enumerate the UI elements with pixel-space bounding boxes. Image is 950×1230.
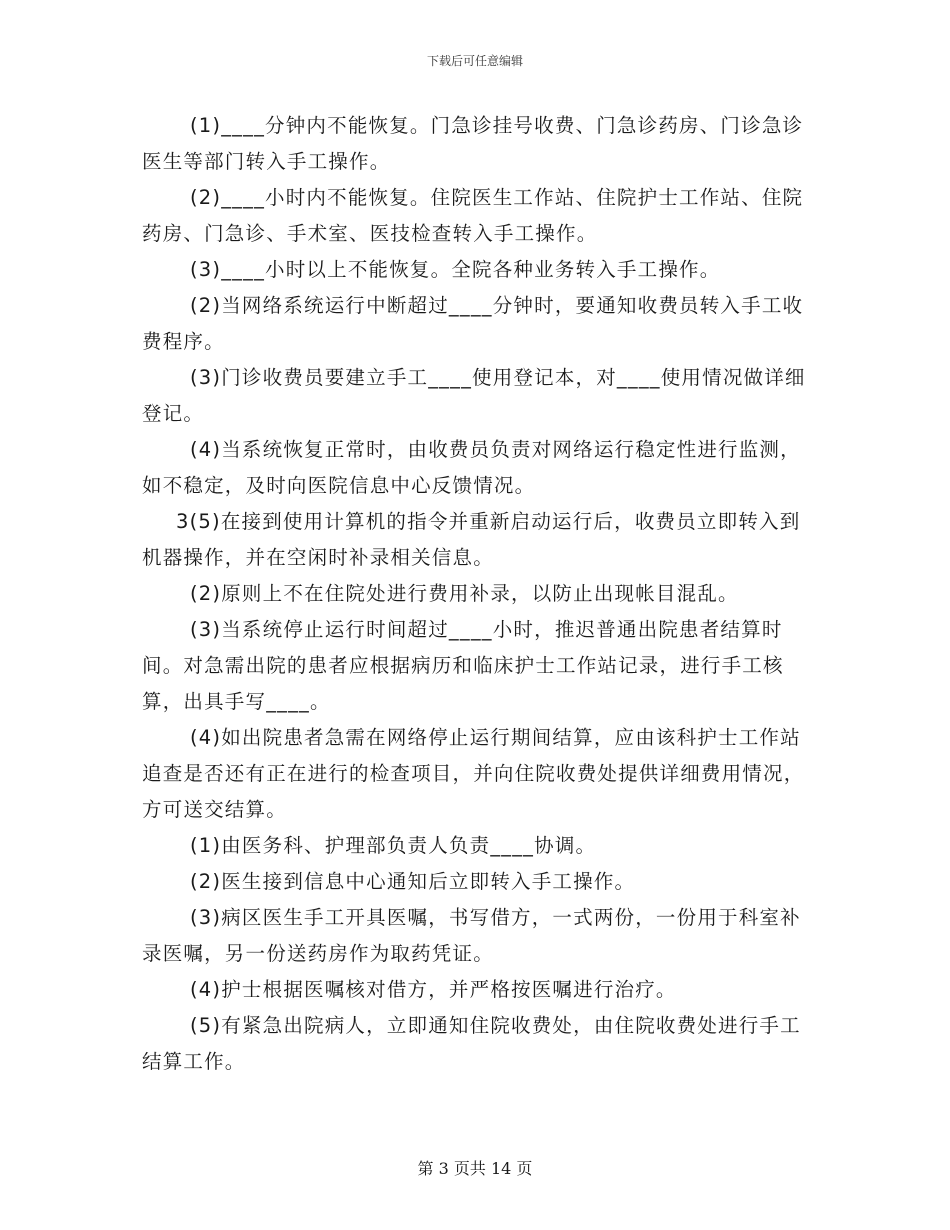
paragraph: (2)医生接到信息中心通知后立即转入手工操作。 [190,870,636,893]
paragraph: (2)当网络系统运行中断超过____分钟时，要通知收费员转入手工收费程序。 [142,294,804,353]
paragraph: (3)____小时以上不能恢复。全院各种业务转入手工操作。 [190,258,721,281]
paragraph: (4)当系统恢复正常时，由收费员负责对网络运行稳定性进行监测，如不稳定，及时向医院信息中心反馈情况。 [142,438,801,497]
paragraph: (4)护士根据医嘱核对借方，并严格按医嘱进行治疗。 [190,978,677,1001]
paragraph: (3)病区医生手工开具医嘱，书写借方，一式两份，一份用于科室补录医嘱，另一份送药房作为取药凭证。 [142,906,801,965]
document-body [142,108,814,1080]
paragraph: (2)原则上不在住院处进行费用补录，以防止出现帐目混乱。 [190,582,739,605]
paragraph: (1)____分钟内不能恢复。门急诊挂号收费、门急诊药房、门诊急诊医生等部门转入手工操作。 [142,114,804,173]
paragraph: (5)有紧急出院病人，立即通知住院收费处，由住院收费处进行手工结算工作。 [142,1014,801,1073]
paragraph: (4)如出院患者急需在网络停止运行期间结算，应由该科护士工作站追查是否还有正在进行的检查项目，并向住院收费处提供详细费用情况，方可送交结算。 [142,726,805,821]
page-number-footer: 第 3 页共 14 页 [417,1159,533,1178]
paragraph: (2)____小时内不能恢复。住院医生工作站、住院护士工作站、住院药房、门急诊、手术室、医技检查转入手工操作。 [142,186,804,245]
paragraph: (3)门诊收费员要建立手工____使用登记本，对____使用情况做详细登记。 [142,366,806,425]
paragraph: (3)当系统停止运行时间超过____小时，推迟普通出院患者结算时间。对急需出院的患者应根据病历和临床护士工作站记录，进行手工核算，出具手写____。 [142,618,784,713]
paragraph: (1)由医务科、护理部负责人负责____协调。 [190,834,597,857]
paragraph: 3(5)在接到使用计算机的指令并重新启动运行后，收费员立即转入到机器操作，并在空闲时补录相关信息。 [142,510,801,569]
page-header: 下载后可任意编辑 [426,54,523,68]
